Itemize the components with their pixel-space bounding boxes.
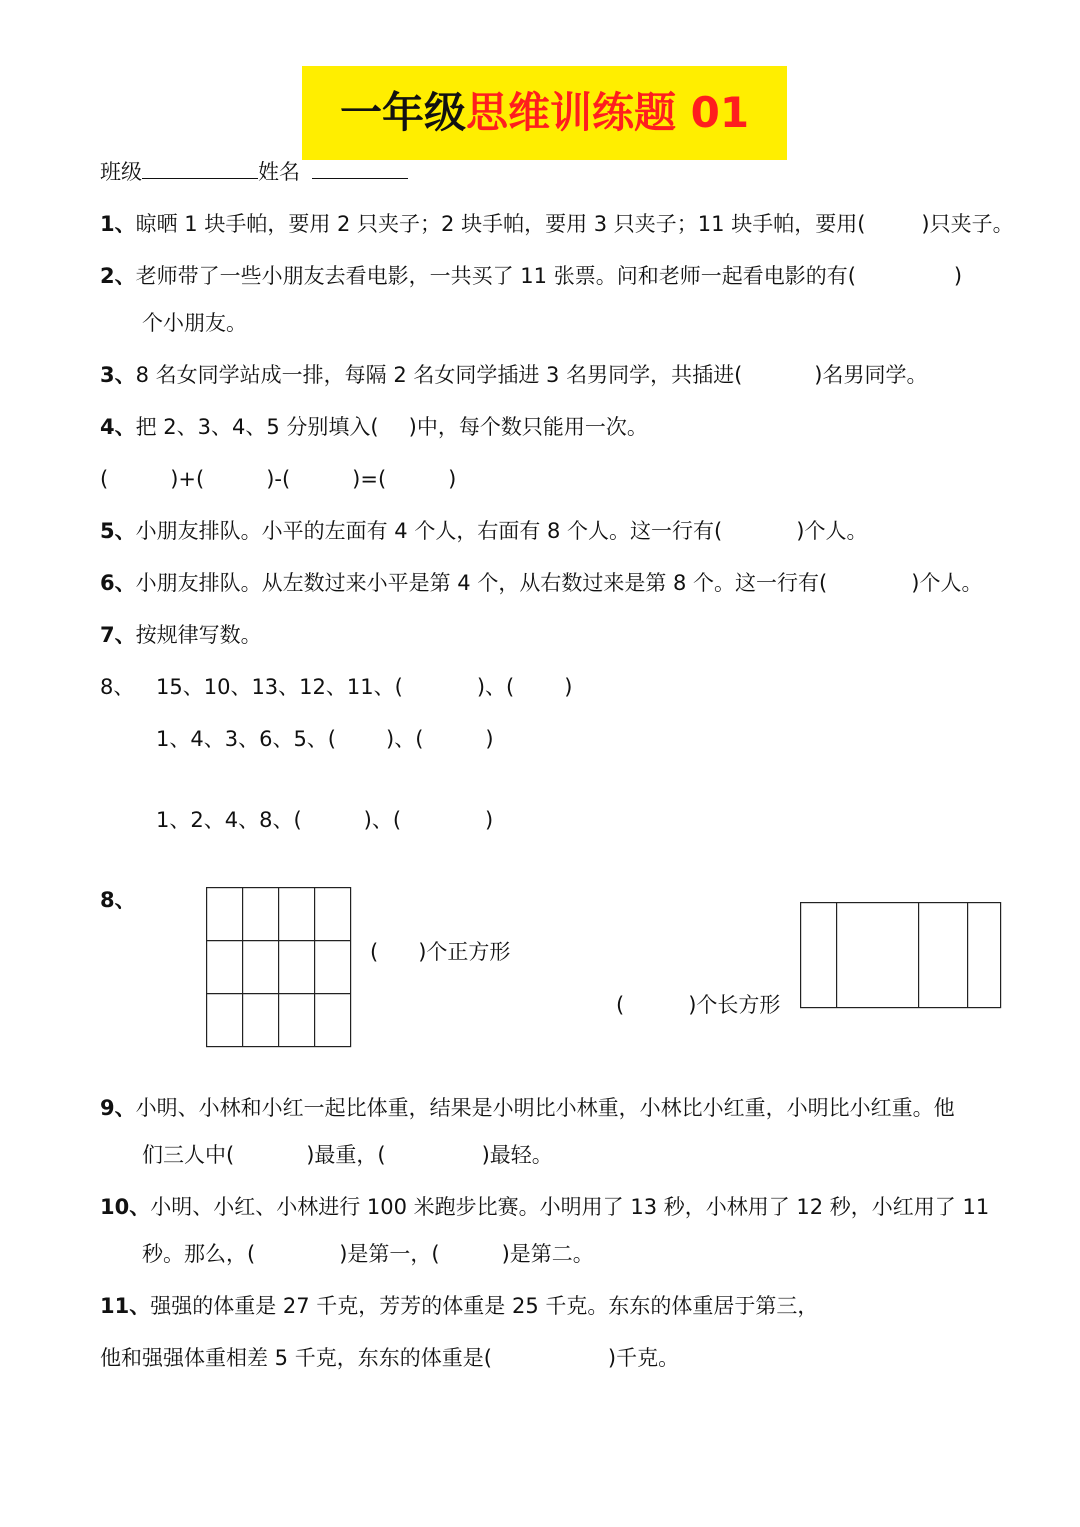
q1-text-a: 晾晒 1 块手帕，要用 2 只夹子；2 块手帕，要用 3 只夹子；11 块手帕，要用( [135,212,866,236]
rectangle-strip-figure [800,902,1002,1009]
q10-number: 10 [100,1195,130,1219]
q10-text-d: )是第二。 [501,1242,594,1266]
q2-number: 2 [100,264,115,288]
title-banner [302,66,787,160]
q2-text-b: ) [953,264,963,288]
question-5 [100,517,867,545]
square-grid-figure [206,887,352,1048]
q9-line2 [142,1141,553,1169]
question-11 [100,1292,818,1320]
title-part2: 思维训练题 01 [465,88,750,137]
strip-outline [801,903,1001,1008]
q8b-label: 8、 [100,888,136,912]
q11-line2 [100,1344,679,1372]
page-title [302,66,787,160]
q4-eq-1: )+( [170,467,205,491]
seq1-part0: 15、10、13、12、11、( [156,675,403,699]
question-1 [100,210,1014,238]
q4-eq-0: ( [100,467,109,491]
rect-count-question [616,991,780,1019]
q2-line2: 个小朋友。 [142,311,247,335]
q2-text-a: 老师带了一些小朋友去看电影，一共买了 11 张票。问和老师一起看电影的有( [135,264,856,288]
square-count-question [370,938,510,966]
seq3-part1: )、( [363,808,402,832]
q5-number: 5 [100,519,115,543]
q6-number: 6 [100,571,115,595]
question-9 [100,1094,955,1122]
q9-text-a: 小明、小林和小红一起比体重，结果是小明比小林重，小林比小红重，小明比小红重。他 [135,1096,955,1120]
seq2-part0: 1、4、3、6、5、( [156,727,336,751]
question-6 [100,569,982,597]
question-10 [100,1193,989,1221]
square-paren-open: ( [370,940,379,964]
square-suffix: )个正方形 [418,940,511,964]
q4-eq-3: )=( [352,467,387,491]
q4-eq-2: )-( [266,467,291,491]
q4-number: 4 [100,415,115,439]
q9-text-d: )最轻。 [481,1143,553,1167]
q5-text-b: )个人。 [796,519,868,543]
q6-sep: 、 [114,571,136,595]
q7-text: 按规律写数。 [135,623,262,647]
q4-equation [100,465,456,493]
q10-line2 [142,1240,594,1268]
q5-sep: 、 [114,519,136,543]
q10-text-a: 小明、小红、小林进行 100 米跑步比赛。小明用了 13 秒，小林用了 12 秒，小红用了 11 [150,1195,990,1219]
q9-text-c: )最重，( [306,1143,386,1167]
name-label: 姓名 [258,160,300,184]
q7-sep: 、 [114,623,136,647]
seq1-part2: ) [564,675,573,699]
q4-text-b: )中，每个数只能用一次。 [408,415,648,439]
q7-number: 7 [100,623,115,647]
seq3-part0: 1、2、4、8、( [156,808,302,832]
header-row [100,158,408,186]
question-3 [100,361,927,389]
q1-number: 1 [100,212,115,236]
q4-text-a: 把 2、3、4、5 分别填入( [135,415,379,439]
class-blank[interactable] [142,158,258,179]
question-2 [100,262,962,290]
q11-text-a: 强强的体重是 27 千克，芳芳的体重是 25 千克。东东的体重居于第三， [150,1294,819,1318]
q8a-seq2 [156,725,494,753]
seq1-part1: )、( [476,675,515,699]
q11-number: 11 [100,1294,130,1318]
name-blank[interactable] [312,158,408,179]
q6-text-b: )个人。 [911,571,983,595]
seq3-part2: ) [485,808,494,832]
seq2-part2: ) [485,727,494,751]
q3-sep: 、 [114,363,136,387]
q3-text-a: 8 名女同学站成一排，每隔 2 名女同学插进 3 名男同学，共插进( [135,363,743,387]
question-4 [100,413,648,441]
q2-sep: 、 [114,264,136,288]
rect-paren-open: ( [616,993,625,1017]
q10-sep: 、 [129,1195,151,1219]
q3-text-b: )名男同学。 [814,363,928,387]
q8a-seq3 [156,806,493,834]
q6-text-a: 小朋友排队。从左数过来小平是第 4 个，从右数过来是第 8 个。这一行有( [135,571,828,595]
rect-suffix: )个长方形 [688,993,781,1017]
q11-text-c: )千克。 [607,1346,680,1370]
q10-text-c: )是第一，( [339,1242,440,1266]
q10-text-b: 秒。那么，( [142,1242,256,1266]
title-part1: 一年级 [339,88,466,137]
q9-sep: 、 [114,1096,136,1120]
q8a-seq1 [156,673,572,701]
q5-text-a: 小朋友排队。小平的左面有 4 个人，右面有 8 个人。这一行有( [135,519,723,543]
q11-text-b: 他和强强体重相差 5 千克，东东的体重是( [100,1346,492,1370]
q1-sep: 、 [114,212,136,236]
q9-number: 9 [100,1096,115,1120]
seq2-part1: )、( [386,727,424,751]
question-7 [100,621,262,649]
q4-sep: 、 [114,415,136,439]
q9-text-b: 们三人中( [142,1143,235,1167]
q4-eq-4: ) [448,467,457,491]
q11-sep: 、 [129,1294,151,1318]
q8a-label: 8、 [100,675,135,699]
class-label: 班级 [100,160,142,184]
q3-number: 3 [100,363,115,387]
q1-text-b: )只夹子。 [921,212,1014,236]
